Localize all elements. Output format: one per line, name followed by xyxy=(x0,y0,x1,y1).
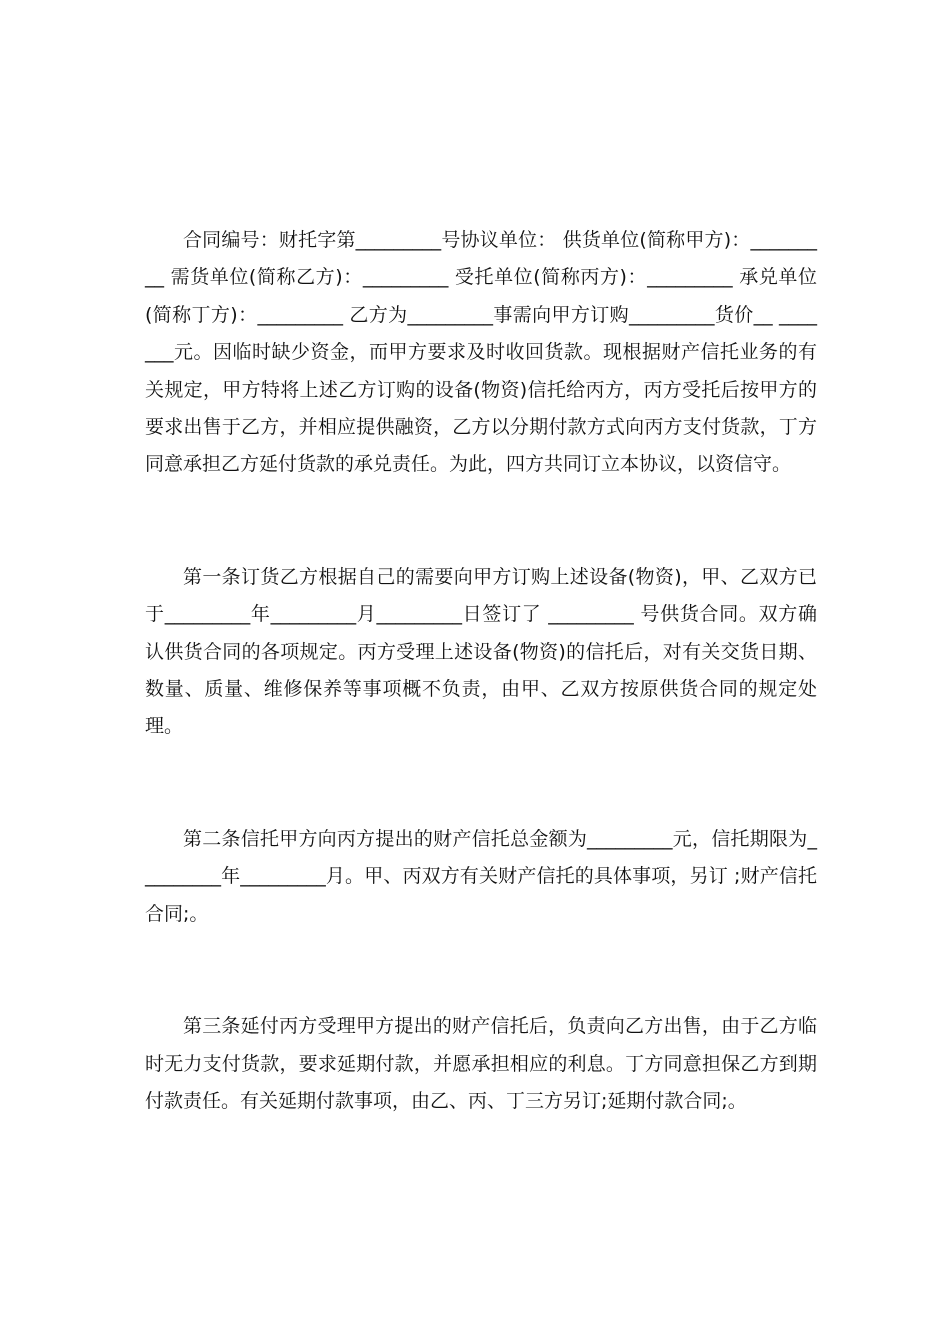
paragraph-gap xyxy=(145,933,817,1008)
paragraph-gap xyxy=(145,746,817,821)
paragraph-article-1: 第一条订货乙方根据自己的需要向甲方订购上述设备(物资)，甲、乙双方已于_________年_________月_________日签订了 _________ 号供货合同。双方确认供货合同的各项规定。丙方受理上述设备(物资)的信托后，对有关交货日期、数量、质量、维修保养等事项概不负责，由甲、乙双方按原供货合同的规定处理。 xyxy=(145,565,817,738)
paragraph-article-2: 第二条信托甲方向丙方提出的财产信托总金额为_________元，信托期限为_________年_________月。甲、丙双方有关财产信托的具体事项，另订 ;财产信托合同;。 xyxy=(145,827,817,925)
paragraph-preamble: 合同编号：财托字第_________号协议单位： 供货单位(简称甲方)：_________ 需货单位(简称乙方)：_________ 受托单位(简称丙方)：_________ 承兑单位(简称丁方)：_________ 乙方为_________事需向甲方订购_________货价__ _______元。因临时缺少资金，而甲方要求及时收回货款。现根据财产信托业务的有关规定，甲方特将上述乙方订购的设备(物资)信托给丙方，丙方受托后按甲方的要求出售于乙方，并相应提供融资，乙方以分期付款方式向丙方支付货款，丁方同意承担乙方延付货款的承兑责任。为此，四方共同订立本协议，以资信守。 xyxy=(145,229,817,476)
paragraph-article-3: 第三条延付丙方受理甲方提出的财产信托后，负责向乙方出售，由于乙方临时无力支付货款，要求延期付款，并愿承担相应的利息。丁方同意担保乙方到期付款责任。有关延期付款事项，由乙、丙、丁三方另订;延期付款合同;。 xyxy=(145,1015,817,1112)
paragraph-gap xyxy=(145,484,817,559)
document-body xyxy=(145,222,817,1120)
